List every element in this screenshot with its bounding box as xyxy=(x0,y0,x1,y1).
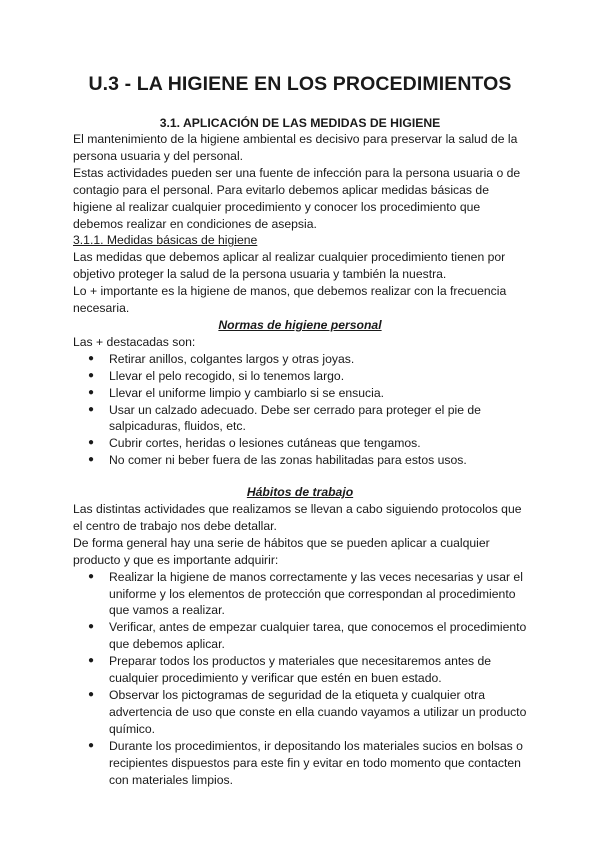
intro-paragraph: El mantenimiento de la higiene ambiental es decisivo para preservar la salud de la persona usuaria y del personal. xyxy=(73,132,518,163)
list-item xyxy=(73,687,527,738)
document-title: U.3 - LA HIGIENE EN LOS PROCEDIMIENTOS xyxy=(88,73,512,95)
bullet-icon: ● xyxy=(88,621,95,633)
subsection-title: 3.1.1. Medidas básicas de higiene xyxy=(73,233,258,248)
bullet-icon: ● xyxy=(88,352,95,364)
list-item xyxy=(73,452,527,469)
bullet-icon: ● xyxy=(88,689,95,700)
work-habits-list xyxy=(73,569,527,789)
bullet-icon: ● xyxy=(88,403,95,415)
list-item-text: Retirar anillos, colgantes largos y otras joyas. xyxy=(109,351,355,366)
subsection-paragraph: Lo + importante es la higiene de manos, que debemos realizar con la frecuencia necesaria. xyxy=(73,284,507,316)
list-item-text: Usar un calzado adecuado. Debe ser cerrado para proteger el pie de salpicaduras, fluidos, etc. xyxy=(109,402,481,434)
section-title: 3.1. APLICACIÓN DE LAS MEDIDAS DE HIGIENE xyxy=(159,116,441,130)
list-item xyxy=(73,385,527,402)
work-habits-paragraph: De forma general hay una serie de hábitos que se pueden aplicar a cualquier producto y que es importante adquirir: xyxy=(73,535,490,567)
list-item xyxy=(73,738,527,789)
list-item xyxy=(73,653,527,687)
personal-hygiene-heading: Normas de higiene personal xyxy=(218,317,382,332)
list-item-text: Preparar todos los productos y materiales que necesitaremos antes de cualquier procedimiento y verificar que estén en buen estado. xyxy=(109,654,492,686)
bullet-icon: ● xyxy=(88,369,95,381)
list-item-text: Llevar el pelo recogido, si lo tenemos largo. xyxy=(109,368,345,383)
bullet-icon: ● xyxy=(88,655,95,667)
work-habits-paragraph: Las distintas actividades que realizamos se llevan a cabo siguiendo protocolos que el centro de trabajo nos debe detallar. xyxy=(73,502,522,533)
bullet-icon: ● xyxy=(88,739,95,751)
personal-hygiene-lead: Las + destacadas son: xyxy=(73,334,196,349)
list-item xyxy=(73,435,527,452)
bullet-icon: ● xyxy=(88,454,95,466)
work-habits-heading: Hábitos de trabajo xyxy=(246,485,354,500)
list-item-text: Llevar el uniforme limpio y cambiarlo si se ensucia. xyxy=(109,385,385,400)
list-item-text: Durante los procedimientos, ir depositando los materiales sucios en bolsas o recipientes dispuestos para este fin y evitar en todo momento que contacten con materiales limpios. xyxy=(109,738,523,787)
list-item-text: No comer ni beber fuera de las zonas habilitadas para estos usos. xyxy=(109,453,467,468)
list-item xyxy=(73,619,527,653)
list-item xyxy=(73,569,527,620)
bullet-icon: ● xyxy=(88,386,95,398)
list-item-text: Realizar la higiene de manos correctamente y las veces necesarias y usar el uniforme y los elementos de protección que correspondan al procedimiento que vamos a realizar. xyxy=(109,569,523,618)
bullet-icon: ● xyxy=(88,437,95,449)
list-item-text: Verificar, antes de empezar cualquier tarea, que conocemos el procedimiento que debemos aplicar. xyxy=(109,620,527,652)
subsection-paragraph: Las medidas que debemos aplicar al realizar cualquier procedimiento tienen por objetivo proteger la salud de la persona usuaria y también la nuestra. xyxy=(73,250,506,282)
list-item xyxy=(73,368,527,385)
list-item-text: Observar los pictogramas de seguridad de la etiqueta y cualquier otra advertencia de uso que conste en ella cuando vayamos a utilizar un producto químico. xyxy=(109,688,527,736)
list-item xyxy=(73,351,527,368)
intro-paragraph: Estas actividades pueden ser una fuente de infección para la persona usuaria o de contagio para el personal. Para evitarlo debemos aplicar medidas básicas de higiene al realizar cualquier procedimiento y conocer los procedimiento que debemos realizar en condiciones de asepsia. xyxy=(73,165,521,231)
list-item xyxy=(73,402,527,436)
list-item-text: Cubrir cortes, heridas o lesiones cutáneas que tengamos. xyxy=(109,436,421,451)
personal-hygiene-list xyxy=(73,351,527,469)
bullet-icon: ● xyxy=(88,570,95,582)
